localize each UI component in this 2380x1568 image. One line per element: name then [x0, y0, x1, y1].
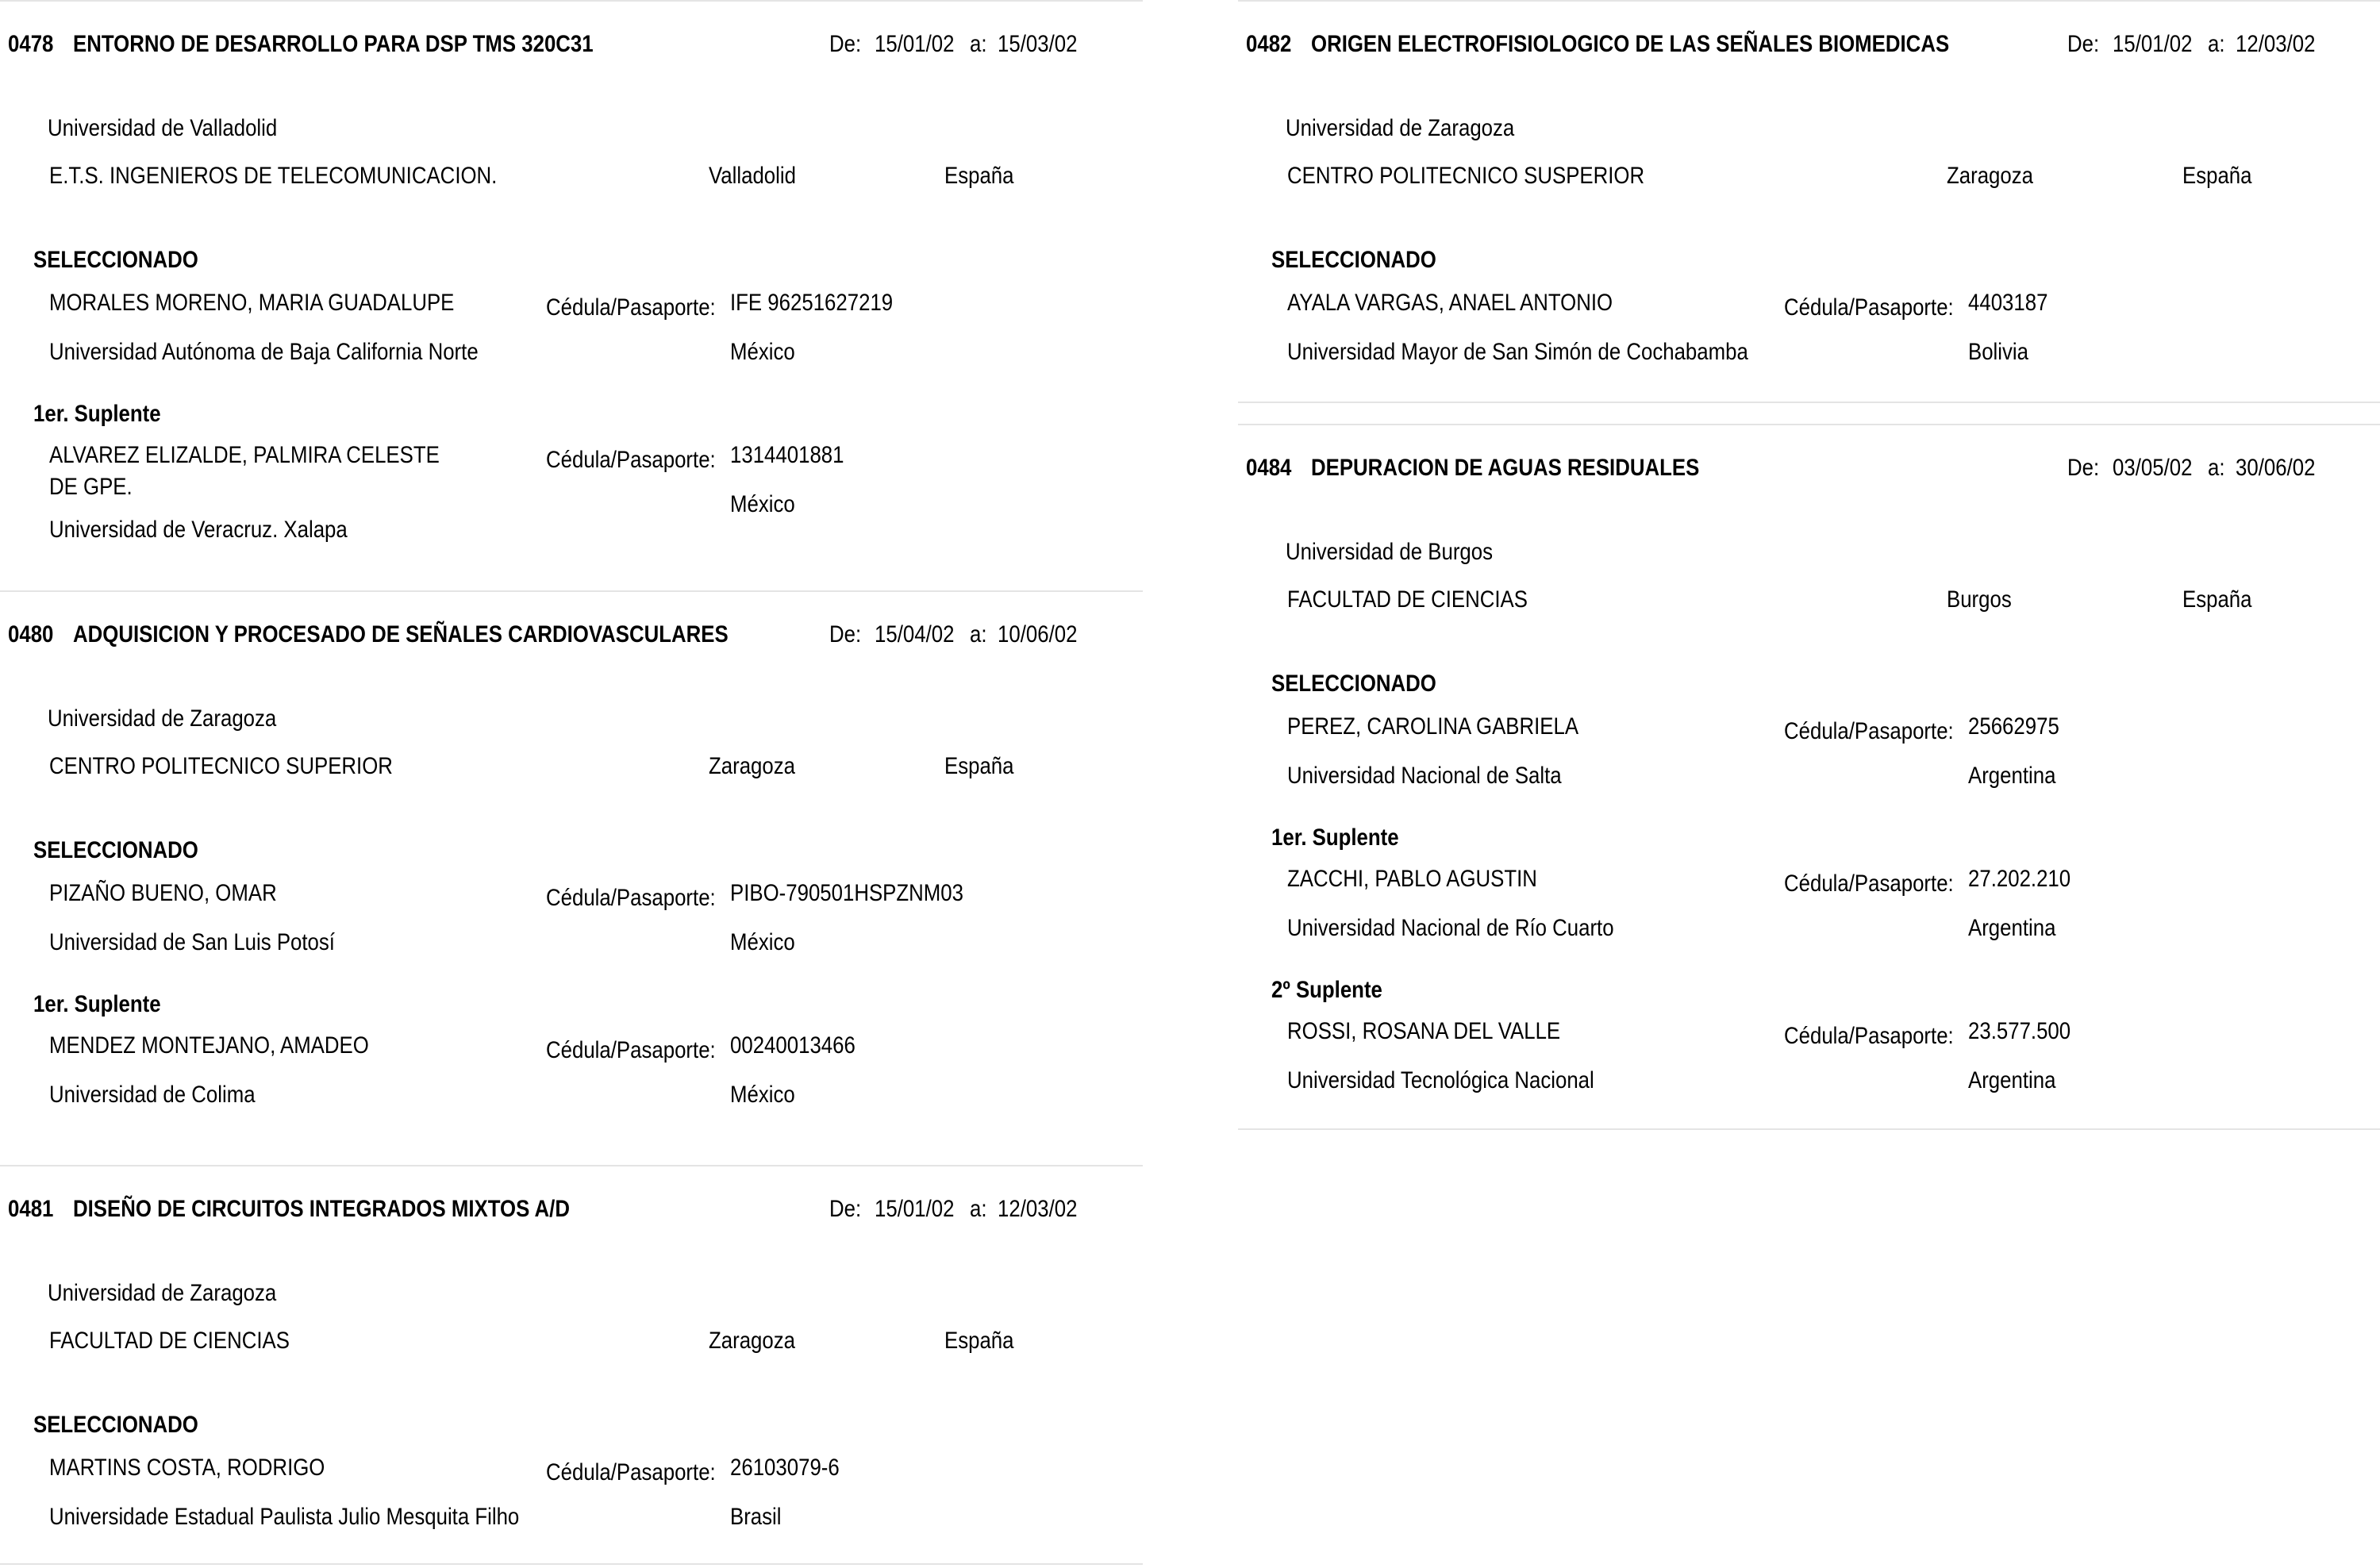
to-date: 30/06/02: [2236, 455, 2316, 481]
id-label: Cédula/Pasaporte:: [1784, 870, 1954, 897]
host-country: España: [2182, 586, 2252, 613]
substitute-name: ROSSI, ROSANA DEL VALLE: [1287, 1018, 1561, 1044]
substitute-id: 23.577.500: [1968, 1018, 2071, 1044]
from-label: De:: [829, 621, 862, 648]
from-label: De:: [2067, 31, 2100, 57]
course-block-0482: [1238, 0, 2380, 403]
from-date: 15/01/02: [2113, 31, 2193, 57]
host-city: Zaragoza: [709, 1328, 796, 1354]
course-block-0480: [0, 590, 1143, 1144]
host-country: España: [944, 163, 1014, 189]
id-label: Cédula/Pasaporte:: [546, 447, 716, 473]
from-date: 15/04/02: [875, 621, 955, 648]
to-label: a:: [970, 31, 987, 57]
selected-university: Universidade Estadual Paulista Julio Mesquita Filho: [49, 1504, 520, 1530]
host-country: España: [944, 753, 1014, 779]
selected-country: México: [730, 929, 795, 955]
selected-name: PEREZ, CAROLINA GABRIELA: [1287, 713, 1579, 740]
course-title: ORIGEN ELECTROFISIOLOGICO DE LAS SEÑALES BIOMEDICAS: [1311, 31, 1950, 57]
selected-id: 26103079-6: [730, 1455, 840, 1481]
course-title: DEPURACION DE AGUAS RESIDUALES: [1311, 455, 1700, 481]
selected-name: MARTINS COSTA, RODRIGO: [49, 1455, 325, 1481]
host-center: E.T.S. INGENIEROS DE TELECOMUNICACION.: [49, 163, 498, 189]
course-block-0484: [1238, 424, 2380, 1130]
substitute-university: Universidad Nacional de Río Cuarto: [1287, 915, 1614, 941]
host-university: Universidad de Valladolid: [48, 115, 278, 141]
selected-country: México: [730, 339, 795, 365]
to-label: a:: [970, 621, 987, 648]
id-label: Cédula/Pasaporte:: [1784, 1023, 1954, 1049]
substitute-name: MENDEZ MONTEJANO, AMADEO: [49, 1032, 369, 1059]
substitute-id: 00240013466: [730, 1032, 855, 1059]
id-label: Cédula/Pasaporte:: [546, 1459, 716, 1485]
host-university: Universidad de Zaragoza: [48, 705, 277, 732]
selected-id: 25662975: [1968, 713, 2059, 740]
left-column: [0, 0, 1143, 1565]
selected-university: Universidad de San Luis Potosí: [49, 929, 335, 955]
course-code: 0481: [8, 1196, 54, 1222]
course-code: 0480: [8, 621, 54, 648]
course-code: 0482: [1246, 31, 1292, 57]
substitute-name: ALVAREZ ELIZALDE, PALMIRA CELESTE DE GPE.: [49, 442, 440, 500]
id-label: Cédula/Pasaporte:: [546, 294, 716, 321]
to-date: 15/03/02: [998, 31, 1078, 57]
host-city: Zaragoza: [709, 753, 796, 779]
from-date: 15/01/02: [875, 31, 955, 57]
selected-name: AYALA VARGAS, ANAEL ANTONIO: [1287, 290, 1613, 316]
host-center: FACULTAD DE CIENCIAS: [1287, 586, 1528, 613]
selected-country: Argentina: [1968, 763, 2056, 789]
selected-country: Brasil: [730, 1504, 782, 1530]
substitute-country: Argentina: [1968, 915, 2056, 941]
selected-id: IFE 96251627219: [730, 290, 894, 316]
host-center: CENTRO POLITECNICO SUSPERIOR: [1287, 163, 1645, 189]
host-country: España: [2182, 163, 2252, 189]
selected-university: Universidad Autónoma de Baja California Norte: [49, 339, 479, 365]
course-block-0481: [0, 1165, 1143, 1565]
right-column: [1238, 0, 2380, 1130]
host-country: España: [944, 1328, 1014, 1354]
host-university: Universidad de Burgos: [1286, 539, 1494, 565]
to-date: 12/03/02: [2236, 31, 2316, 57]
to-label: a:: [2208, 31, 2225, 57]
from-date: 15/01/02: [875, 1196, 955, 1222]
substitute-heading: 2º Suplente: [1271, 977, 1382, 1003]
substitute-heading: 1er. Suplente: [1271, 824, 1399, 851]
selected-heading: SELECCIONADO: [1271, 247, 1436, 273]
substitute-name: ZACCHI, PABLO AGUSTIN: [1287, 866, 1537, 892]
selected-country: Bolivia: [1968, 339, 2029, 365]
substitute-country: México: [730, 491, 795, 517]
id-label: Cédula/Pasaporte:: [1784, 294, 1954, 321]
to-label: a:: [970, 1196, 987, 1222]
selected-university: Universidad Nacional de Salta: [1287, 763, 1562, 789]
id-label: Cédula/Pasaporte:: [546, 885, 716, 911]
selected-heading: SELECCIONADO: [33, 247, 198, 273]
id-label: Cédula/Pasaporte:: [546, 1037, 716, 1063]
host-city: Zaragoza: [1947, 163, 2034, 189]
course-title: ADQUISICION Y PROCESADO DE SEÑALES CARDIOVASCULARES: [73, 621, 729, 648]
selected-name: PIZAÑO BUENO, OMAR: [49, 880, 277, 906]
substitute-id: 1314401881: [730, 442, 844, 468]
id-label: Cédula/Pasaporte:: [1784, 718, 1954, 744]
substitute-heading: 1er. Suplente: [33, 991, 161, 1017]
to-date: 10/06/02: [998, 621, 1078, 648]
host-city: Burgos: [1947, 586, 2012, 613]
to-label: a:: [2208, 455, 2225, 481]
from-label: De:: [829, 31, 862, 57]
substitute-university: Universidad Tecnológica Nacional: [1287, 1067, 1594, 1093]
host-center: FACULTAD DE CIENCIAS: [49, 1328, 290, 1354]
selected-heading: SELECCIONADO: [33, 837, 198, 863]
substitute-id: 27.202.210: [1968, 866, 2071, 892]
substitute-university: Universidad de Veracruz. Xalapa: [49, 517, 348, 543]
selected-university: Universidad Mayor de San Simón de Cochabamba: [1287, 339, 1748, 365]
selected-heading: SELECCIONADO: [33, 1412, 198, 1438]
selected-id: 4403187: [1968, 290, 2048, 316]
course-code: 0484: [1246, 455, 1292, 481]
from-label: De:: [2067, 455, 2100, 481]
selected-heading: SELECCIONADO: [1271, 671, 1436, 697]
substitute-university: Universidad de Colima: [49, 1082, 256, 1108]
host-university: Universidad de Zaragoza: [48, 1280, 277, 1306]
substitute-country: Argentina: [1968, 1067, 2056, 1093]
host-center: CENTRO POLITECNICO SUPERIOR: [49, 753, 393, 779]
course-code: 0478: [8, 31, 54, 57]
host-city: Valladolid: [709, 163, 796, 189]
substitute-heading: 1er. Suplente: [33, 401, 161, 427]
to-date: 12/03/02: [998, 1196, 1078, 1222]
from-date: 03/05/02: [2113, 455, 2193, 481]
course-title: ENTORNO DE DESARROLLO PARA DSP TMS 320C31: [73, 31, 594, 57]
from-label: De:: [829, 1196, 862, 1222]
substitute-country: México: [730, 1082, 795, 1108]
course-block-0478: [0, 0, 1143, 570]
course-title: DISEÑO DE CIRCUITOS INTEGRADOS MIXTOS A/D: [73, 1196, 570, 1222]
selected-id: PIBO-790501HSPZNM03: [730, 880, 963, 906]
selected-name: MORALES MORENO, MARIA GUADALUPE: [49, 290, 455, 316]
host-university: Universidad de Zaragoza: [1286, 115, 1515, 141]
